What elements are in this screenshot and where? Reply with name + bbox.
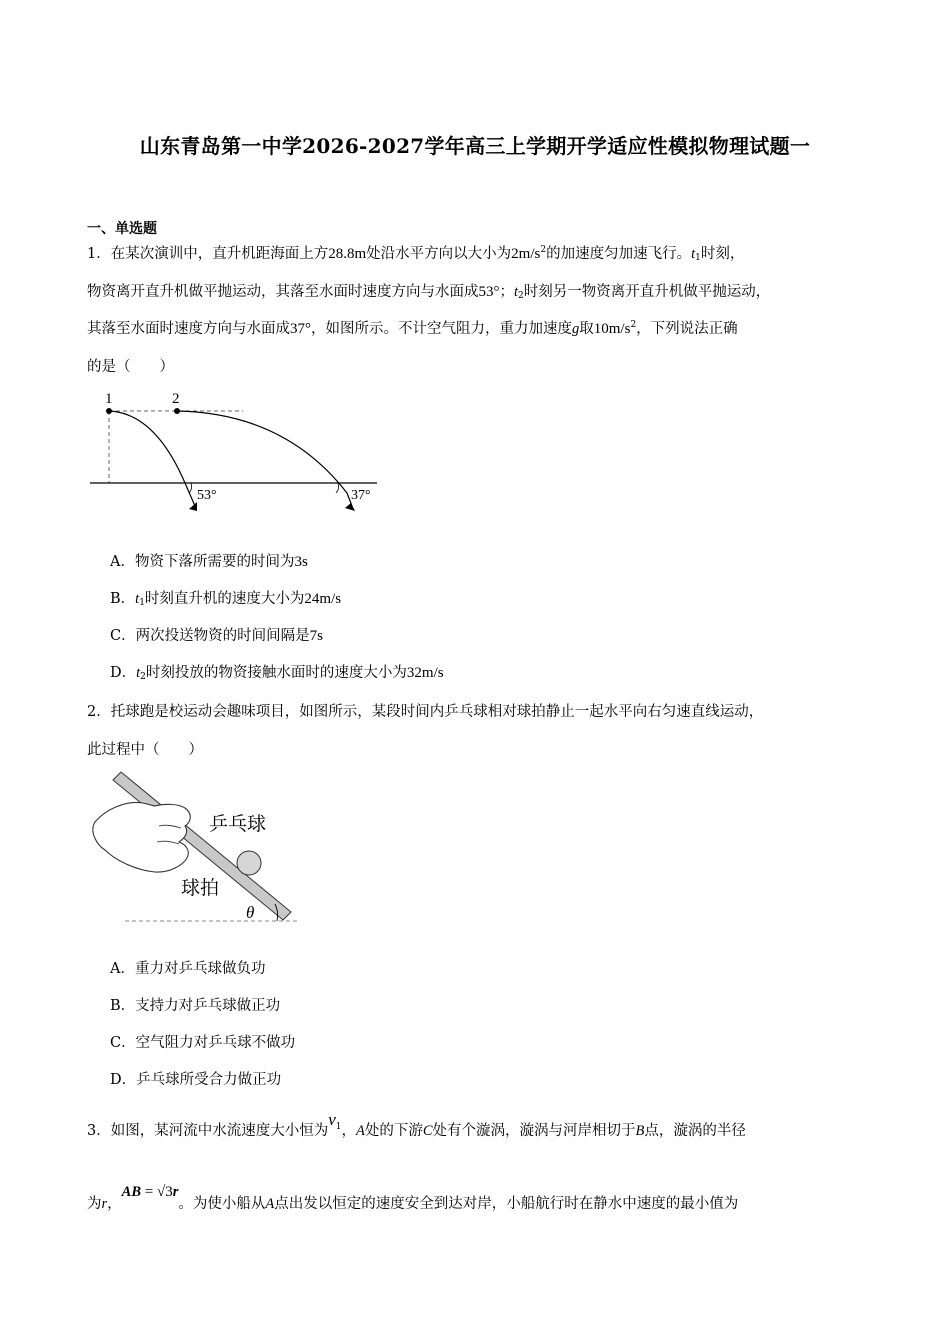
arrow-1-icon bbox=[189, 502, 197, 511]
hand-icon bbox=[93, 802, 190, 872]
point-2-label: 2 bbox=[172, 391, 180, 407]
q3-line-2: 为r，AB = √3r。为使小船从A点出发以恒定的速度安全到达对岸，小船航行时在静水中速度的最小值为 bbox=[87, 1184, 739, 1212]
point-1-label: 1 bbox=[105, 391, 113, 407]
drop-point-2 bbox=[174, 408, 180, 414]
page-title: 山东青岛第一中学2026-2027学年高三上学期开学适应性模拟物理试题一 bbox=[139, 134, 811, 158]
arrow-2-icon bbox=[345, 503, 355, 511]
ball-label: 乒乓球 bbox=[209, 814, 267, 835]
q2-option-a[interactable]: A．重力对乒乓球做负功 bbox=[110, 961, 266, 977]
q1-line-3: 其落至水面时速度方向与水面成37°，如图所示。不计空气阻力，重力加速度g取$10m/s^2$，下列说法正确 bbox=[87, 320, 738, 337]
drop-point-1 bbox=[106, 408, 112, 414]
q1-line-1: 1．在某次演训中，直升机距海面上方28.8m处沿水平方向以大小为$2m/s^2$的加速度匀加速飞行。$t_1$时刻， bbox=[87, 245, 745, 263]
q2-option-c[interactable]: C．空气阻力对乒乓球不做功 bbox=[110, 1035, 296, 1051]
q2-option-d[interactable]: D．乒乓球所受合力做正功 bbox=[110, 1072, 282, 1088]
ping-pong-ball bbox=[237, 851, 261, 875]
q1-option-a[interactable]: A．物资下落所需要的时间为3s bbox=[110, 554, 308, 570]
angle-53-label: 53° bbox=[197, 488, 217, 503]
q3-line-1: 3．如图，某河流中水流速度大小恒为$v_1$，A处的下游C处有个漩涡，漩涡与河岸相切于B点，漩涡的半径 bbox=[87, 1110, 746, 1139]
q2-racket-figure bbox=[85, 770, 305, 930]
ab-formula: AB = √3r bbox=[121, 1184, 179, 1200]
q2-line-2: 此过程中（ ） bbox=[87, 742, 203, 758]
trajectory-2 bbox=[177, 411, 347, 493]
theta-label: θ bbox=[246, 903, 255, 922]
q1-option-b[interactable]: B．$t_1$时刻直升机的速度大小为24m/s bbox=[110, 591, 342, 608]
q2-line-1: 2．托球跑是校运动会趣味项目，如图所示，某段时间内乒乓球相对球拍静止一起水平向右匀速直线运动， bbox=[87, 704, 764, 720]
q1-line-4: 的是（ ） bbox=[87, 359, 174, 375]
q1-option-d[interactable]: D．$t_2$时刻投放的物资接触水面时的速度大小为32m/s bbox=[110, 665, 444, 682]
trajectory-1 bbox=[109, 411, 185, 483]
q2-option-b[interactable]: B．支持力对乒乓球做正功 bbox=[110, 998, 281, 1014]
section-heading: 一、单选题 bbox=[87, 221, 157, 237]
racket-label: 球拍 bbox=[181, 878, 220, 899]
angle-37-label: 37° bbox=[351, 488, 371, 503]
q1-line-2: 物资离开直升机做平抛运动，其落至水面时速度方向与水面成53°；$t_2$时刻另一物资离开直升机做平抛运动， bbox=[87, 284, 771, 301]
q1-option-c[interactable]: C．两次投送物资的时间间隔是7s bbox=[110, 628, 323, 644]
q1-trajectory-figure bbox=[85, 385, 385, 520]
